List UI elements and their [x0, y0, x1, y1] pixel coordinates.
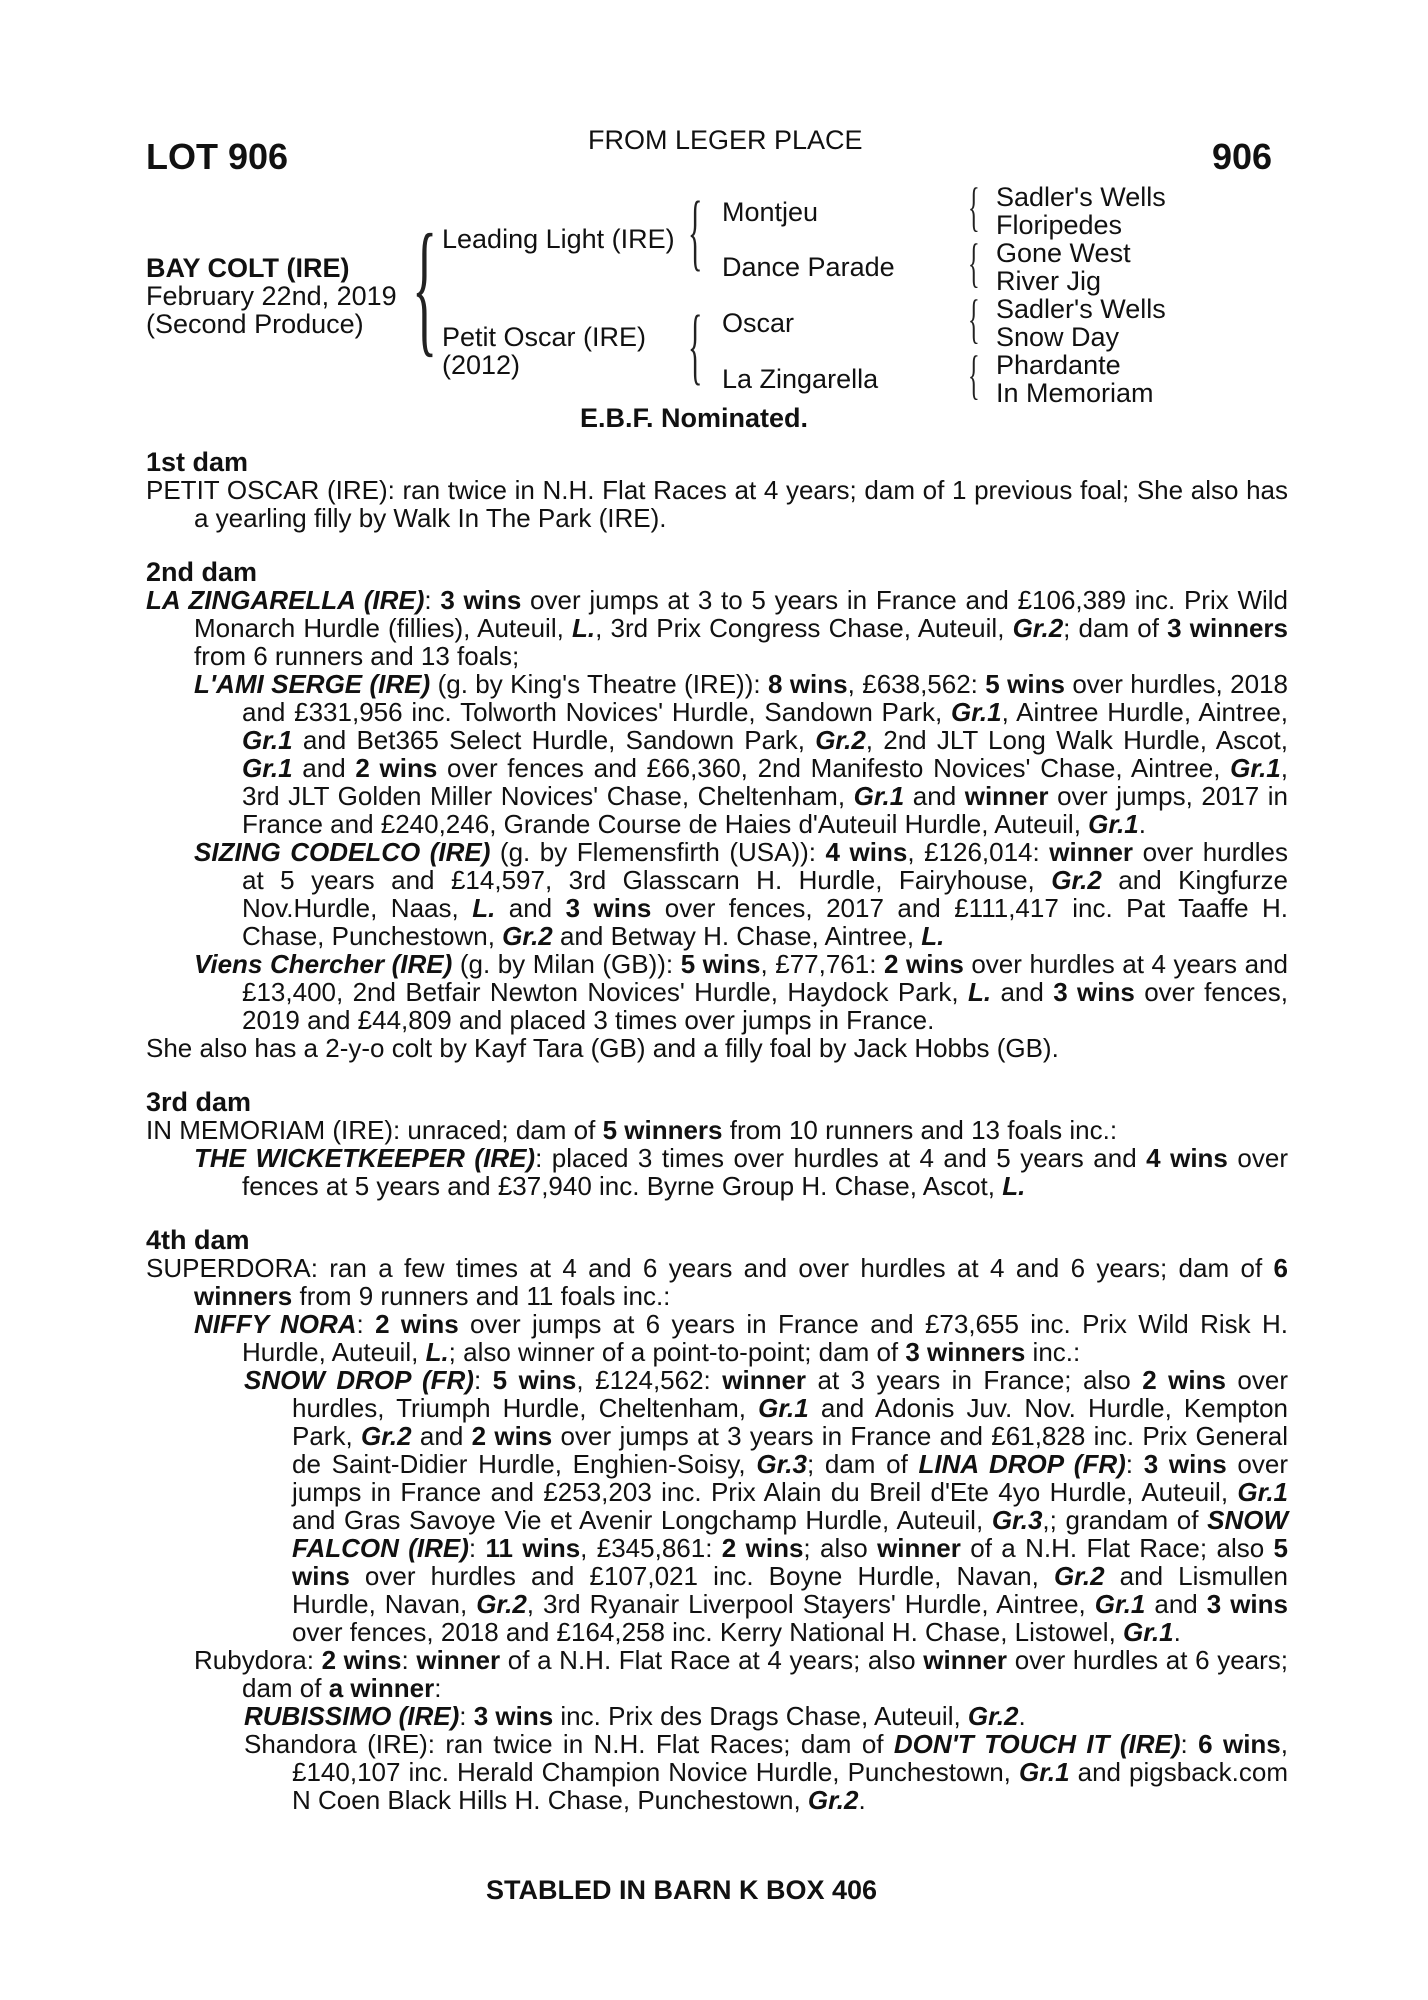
second-dam-also: She also has a 2-y-o colt by Kayf Tara (GB) and a filly foal by Jack Hobbs (GB). — [146, 1033, 1059, 1063]
pedigree-brace-sire: { — [688, 183, 703, 279]
pedigree-brace-g4: { — [968, 345, 980, 405]
lot-label: LOT 906 — [146, 136, 289, 177]
dam-dam: La Zingarella — [722, 364, 879, 394]
catalogue-body — [146, 448, 1288, 1814]
stabling-info: STABLED IN BARN K BOX 406 — [486, 1875, 878, 1905]
pedigree-brace-g3: { — [968, 289, 980, 349]
ebf-nomination: E.B.F. Nominated. — [580, 403, 809, 433]
progeny-viens-chercher: Viens Chercher (IRE) (g. by Milan (GB)): 5 wins, £77,761: 2 wins over hurdles at 4 years and £13,400, 2nd Betfair Newton Novices' Hurdle, Haydock Park, L. and 3 wins over fences, 2019 and £44,809 and placed 3 times over jumps in France. — [194, 949, 1288, 1035]
pedigree-brace-main: { — [412, 204, 438, 370]
sire-dam: Dance Parade — [722, 252, 895, 282]
dam-sire: Oscar — [722, 308, 795, 338]
sire: Leading Light (IRE) — [442, 224, 675, 254]
lot-number: 906 — [1212, 136, 1273, 177]
third-dam-heading: 3rd dam — [146, 1087, 252, 1117]
granddam-6: Snow Day — [996, 322, 1120, 352]
fourth-dam-text: SUPERDORA: ran a few times at 4 and 6 years and over hurdles at 4 and 6 years; dam of 6 winners from 9 runners and 11 foals inc.: — [146, 1253, 1288, 1311]
horse-name: BAY COLT (IRE) — [146, 253, 350, 283]
grandsire-1: Sadler's Wells — [996, 182, 1166, 212]
progeny-the-wicketkeeper: THE WICKETKEEPER (IRE): placed 3 times over hurdles at 4 and 5 years and 4 wins over fences at 5 years and £37,940 inc. Byrne Group H. Chase, Ascot, L. — [194, 1143, 1288, 1201]
progeny-rubydora: Rubydora: 2 wins: winner of a N.H. Flat Race at 4 years; also winner over hurdles at 6 years; dam of a winner: — [194, 1645, 1289, 1703]
progeny-snow-drop: SNOW DROP (FR): 5 wins, £124,562: winner at 3 years in France; also 2 wins over hurdles, Triumph Hurdle, Cheltenham, Gr.1 and Adonis Juv. Nov. Hurdle, Kempton Park, Gr.2 and 2 wins over jumps at 3 years in France and £61,828 inc. Prix General de Saint-Didier Hurdle, Enghien-Soisy, Gr.3; dam of LINA DROP (FR): 3 wins over jumps in France and £253,203 inc. Prix Alain du Breil d'Ete 4yo Hurdle, Auteuil, Gr.1 and Gras Savoye Vie et Avenir Longchamp Hurdle, Auteuil, Gr.3,; grandam of SNOW FALCON (IRE): 11 wins, £345,861: 2 wins; also winner of a N.H. Flat Race; also 5 wins over hurdles and £107,021 inc. Boyne Hurdle, Navan, Gr.2 and Lismullen Hurdle, Navan, Gr.2, 3rd Ryanair Liverpool Stayers' Hurdle, Aintree, Gr.1 and 3 wins over fences, 2018 and £164,258 inc. Kerry National H. Chase, Listowel, Gr.1. — [244, 1365, 1289, 1647]
granddam-8: In Memoriam — [996, 378, 1154, 408]
dam: Petit Oscar (IRE) — [442, 322, 647, 352]
progeny-shandora: Shandora (IRE): ran twice in N.H. Flat Races; dam of DON'T TOUCH IT (IRE): 6 wins, £140,107 inc. Herald Champion Novice Hurdle, Punchestown, Gr.1 and pigsback.com N Coen Black Hills H. Chase, Punchestown, Gr.2. — [244, 1729, 1288, 1815]
progeny-rubissimo: RUBISSIMO (IRE): 3 wins inc. Prix des Drags Chase, Auteuil, Gr.2. — [244, 1701, 1026, 1731]
sire-sire: Montjeu — [722, 197, 819, 227]
progeny-niffy-nora: NIFFY NORA: 2 wins over jumps at 6 years in France and £73,655 inc. Prix Wild Risk H. Hurdle, Auteuil, L.; also winner of a point-to-point; dam of 3 winners inc.: — [194, 1309, 1288, 1367]
pedigree-brace-g1: { — [968, 177, 980, 237]
first-dam-text: PETIT OSCAR (IRE): ran twice in N.H. Flat Races at 4 years; dam of 1 previous foal; She also has a yearling filly by Walk In The Park (IRE). — [146, 475, 1288, 533]
grandsire-5: Sadler's Wells — [996, 294, 1166, 324]
dam-year: (2012) — [442, 350, 521, 380]
progeny-sizing-codelco: SIZING CODELCO (IRE) (g. by Flemensfirth (USA)): 4 wins, £126,014: winner over hurdles at 5 years and £14,597, 3rd Glasscarn H. Hurdle, Fairyhouse, Gr.2 and Kingfurze Nov.Hurdle, Naas, L. and 3 wins over fences, 2017 and £111,417 inc. Pat Taaffe H. Chase, Punchestown, Gr.2 and Betway H. Chase, Aintree, L. — [194, 837, 1288, 951]
granddam-4: River Jig — [996, 266, 1102, 296]
horse-produce: (Second Produce) — [146, 309, 364, 339]
granddam-2: Floripedes — [996, 210, 1123, 240]
second-dam-text: LA ZINGARELLA (IRE): 3 wins over jumps at 3 to 5 years in France and £106,389 inc. Prix Wild Monarch Hurdle (fillies), Auteuil, L., 3rd Prix Congress Chase, Auteuil, Gr.2; dam of 3 winners from 6 runners and 13 foals; — [146, 585, 1289, 671]
grandsire-3: Gone West — [996, 238, 1131, 268]
consignor: FROM LEGER PLACE — [588, 125, 863, 155]
third-dam-text: IN MEMORIAM (IRE): unraced; dam of 5 winners from 10 runners and 13 foals inc.: — [146, 1115, 1118, 1145]
first-dam-heading: 1st dam — [146, 447, 249, 477]
progeny-lami-serge: L'AMI SERGE (IRE) (g. by King's Theatre (IRE)): 8 wins, £638,562: 5 wins over hurdles, 2018 and £331,956 inc. Tolworth Novices' Hurdle, Sandown Park, Gr.1, Aintree Hurdle, Aintree, Gr.1 and Bet365 Select Hurdle, Sandown Park, Gr.2, 2nd JLT Long Walk Hurdle, Ascot, Gr.1 and 2 wins over fences and £66,360, 2nd Manifesto Novices' Chase, Aintree, Gr.1, 3rd JLT Golden Miller Novices' Chase, Cheltenham, Gr.1 and winner over jumps, 2017 in France and £240,246, Grande Course de Haies d'Auteuil Hurdle, Auteuil, Gr.1. — [194, 669, 1289, 839]
second-dam-heading: 2nd dam — [146, 557, 258, 587]
pedigree-brace-g2: { — [968, 233, 980, 293]
grandsire-7: Phardante — [996, 350, 1121, 380]
pedigree-brace-dam: { — [688, 297, 703, 393]
fourth-dam-heading: 4th dam — [146, 1225, 250, 1255]
horse-foaled: February 22nd, 2019 — [146, 281, 397, 311]
